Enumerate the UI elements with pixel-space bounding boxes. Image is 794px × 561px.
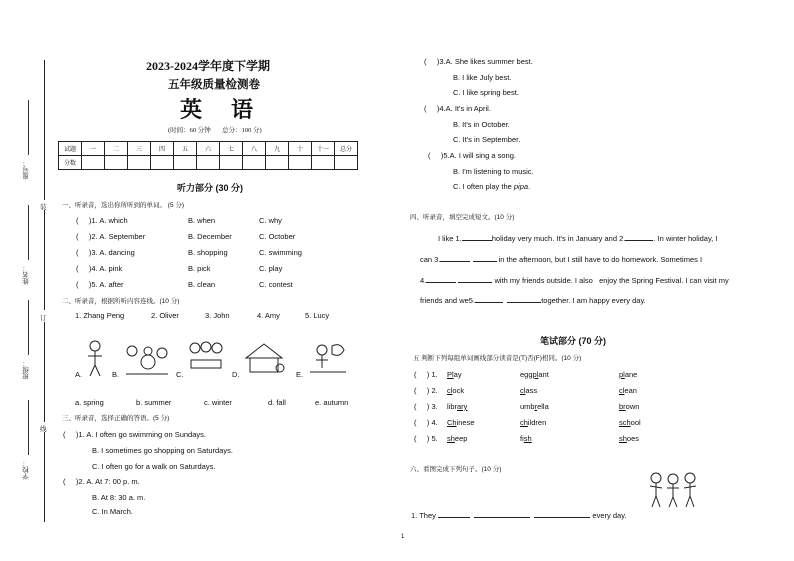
sec3-q5-c [453,182,530,191]
sec1-q3-b: B. shopping [188,248,228,257]
listening-title: 听力部分 (30 分) [177,183,244,193]
blank-4b[interactable] [458,274,492,283]
rest: ildren [527,418,547,427]
binding-line-top [44,60,45,200]
rest: ool [630,418,641,427]
sec2-name-3: 3. John [205,311,230,320]
sec1-q3-c: C. swimming [259,248,302,257]
sec6-s1-end: every day. [592,511,627,520]
sec4-line2-b: in the afternoon, but I still have to do homework. Sometimes I [498,255,703,264]
sec5-row-1-w3 [619,370,637,379]
sec5-row-1-w2 [520,370,549,379]
picture-d-house [242,340,286,376]
blank-5b[interactable] [507,294,541,303]
sec3-instr: 三、听录音，选择正确的答语。(5 分) [62,415,170,422]
sec4-line1-a: I like 1. [438,234,462,243]
sec3-q5-a: ( )5.A. I will sing a song. [428,151,516,160]
sec1-q1-b: B. when [188,216,216,225]
u: cl [447,386,453,395]
score-input-cell[interactable] [82,156,105,170]
sec5-row-3-w1 [447,402,467,411]
sec1-q4-a: ( )4. A. pink [76,264,123,273]
u: sh [523,434,532,443]
pic-letter-c: C. [176,370,184,379]
sec3-q4-b: B. It's in October. [453,120,510,129]
blank-1[interactable] [462,232,492,241]
sec1-q5-a: ( )5. A. after [76,280,124,289]
sec4-line1-c: . In winter holiday, I [653,234,718,243]
sec1-q2-b: B. December [188,232,232,241]
binding-char-xian: 线 [40,426,47,433]
sec3-q1-c: C. I often go for a walk on Saturdays. [92,462,216,471]
sec1-q2-c: C. October [259,232,296,241]
sec1-instr: 一、听录音，选出你所听到的单词。 (5 分) [62,202,185,209]
score-cell: 九 [266,142,289,156]
u: pl [532,370,539,379]
blank-2[interactable] [625,232,653,241]
sec1-q4-c: C. play [259,264,283,273]
picture-b-snowman [122,342,170,376]
exam-grade-title: 五年级质量检测卷 [168,79,260,91]
sec5-row-3-w2 [520,402,549,411]
rest: ock [452,386,465,395]
score-table-header-row [59,142,358,156]
u: Ch [447,418,457,427]
class-underline [28,300,29,355]
rest: ean [624,386,637,395]
pre: egg [520,370,533,379]
sec3-q3-a: ( )3.A. She likes summer best. [424,57,533,66]
sec1-q1-c: C. why [259,216,282,225]
sec4-line4-b: together. I am happy every day. [541,296,646,305]
u: br [619,402,626,411]
rest: inese [456,418,475,427]
sec3-q1-b: B. I sometimes go shopping on Saturdays. [92,446,233,455]
binding-line-mid [44,210,45,310]
sec3-q2-c: C. In March. [92,507,133,516]
score-cell: 二 [105,142,128,156]
sec5-instr: 五 判断下列每组单词画线部分读音是(T)否(F)相同。(10 分) [413,355,582,362]
class-label: 班级： [23,360,30,380]
pic-letter-e: E. [296,370,304,379]
sec5-row-5-w1 [447,434,467,443]
blank-3a[interactable] [440,253,470,262]
season-b: b. summer [136,398,172,407]
score-cell: 八 [243,142,266,156]
pre: fi [520,434,524,443]
season-a: a. spring [75,398,104,407]
school-underline [28,400,29,455]
sec3-q1-a: ( )1. A. I often go swimming on Sundays. [63,430,206,439]
sec1-q4-b: B. pick [188,264,211,273]
score-table-score-row [59,156,358,170]
sec3-q2-b: B. At 8: 30 a. m. [92,493,146,502]
sec4-line1-b: holiday very much. It's in January and 2. [491,234,626,243]
u: pl [619,370,625,379]
score-input-cell[interactable] [128,156,151,170]
rest: ass [525,386,538,395]
blank-3b[interactable] [473,253,497,262]
u: cl [520,386,526,395]
exam-meta: (时间：60 分钟 总分：100 分) [168,127,262,134]
sec3-q5-c-post: . [528,182,531,191]
u: Pl [447,370,454,379]
seat-label: 座号： [23,160,30,180]
sec6-sentence-1 [411,509,626,520]
sec3-q5-c-pre: C. I often play the [453,182,514,191]
score-cell: 四 [151,142,174,156]
sec5-row-1-num: ( ) 1. [414,370,440,379]
sec1-q2-a: ( )2. A. September [76,232,146,241]
score-cell: 试题 [59,142,82,156]
sec5-row-3-w3 [619,402,639,411]
sec4-line3-a: 4. [420,276,427,285]
name-label: 姓名： [23,265,30,285]
binding-char-zhuang: 装 [40,204,47,211]
score-input-cell[interactable] [312,156,335,170]
score-cell: 七 [220,142,243,156]
sec5-row-5-w3 [619,434,639,443]
season-c: c. winter [204,398,232,407]
sec4-instr: 四、听录音，填空完成短文。(10 分) [410,214,515,221]
picture-c-friends [186,340,226,374]
sec1-q5-b: B. clean [188,280,216,289]
picture-e-autumn [306,340,348,376]
sec5-row-5-num: ( ) 5. [414,434,440,443]
u: ary [457,402,468,411]
score-input-cell[interactable] [105,156,128,170]
sec4-line2-a: can 3. [420,255,441,264]
sec6-s1-start: 1. They [411,511,436,520]
score-row-label: 分数 [59,156,82,170]
sec2-name-5: 5. Lucy [305,311,330,320]
u: sh [619,434,627,443]
sec2-name-1: 1. Zhang Peng [75,311,125,320]
sec6-blank-1[interactable] [438,509,470,518]
sec2-name-4: 4. Amy [257,311,280,320]
sec5-row-1-w1 [447,370,462,379]
sec4-line3 [420,274,729,285]
sec1-q5-c: C. contest [259,280,293,289]
rest: ay [453,370,462,379]
score-cell: 十一 [312,142,335,156]
sec3-q4-a: ( )4.A. It's in April. [424,104,491,113]
u: r [534,402,538,411]
sec3-q5-c-italic: pipa [513,182,529,191]
u: cl [619,386,625,395]
binding-line-bottom [44,432,45,522]
score-input-cell[interactable] [197,156,220,170]
score-input-cell[interactable] [335,156,358,170]
sec6-instr: 六、看图完成下列句子。(10 分) [410,466,502,473]
sec5-row-3-num: ( ) 3. [414,402,440,411]
sec5-row-4-w3 [619,418,641,427]
score-cell: 三 [128,142,151,156]
seat-underline [28,100,29,155]
rest: ant [538,370,549,379]
exam-year-title: 2023-2024学年度下学期 [146,59,270,73]
binding-line-low [44,322,45,422]
score-cell: 总分 [335,142,358,156]
sec1-q3-a: ( )3. A. dancing [76,248,135,257]
sec3-q4-c: C. It's in September. [453,135,521,144]
season-e: e. autumn [315,398,349,407]
sec3-q3-b: B. I like July best. [453,73,512,82]
name-underline [28,205,29,260]
sec3-q2-a: ( )2. A. At 7: 00 p. m. [63,477,140,486]
rest: eep [454,434,468,443]
score-cell: 一 [82,142,105,156]
sec6-blank-3[interactable] [534,509,590,518]
score-input-cell[interactable] [220,156,243,170]
sec2-name-2: 2. Oliver [151,311,179,320]
sec3-q5-b: B. I'm listening to music. [453,167,534,176]
binding-char-ding: 订 [40,315,47,322]
score-input-cell[interactable] [151,156,174,170]
blank-5a[interactable] [475,294,503,303]
score-input-cell[interactable] [243,156,266,170]
picture-kids-playing [646,470,700,510]
score-input-cell[interactable] [289,156,312,170]
pre: umb [520,402,535,411]
sec4-line3-b: with my friends outside. I also enjoy the Spring Festival. I can visit my [494,276,729,285]
sec5-row-4-w1 [447,418,475,427]
sec4-line2 [420,253,702,264]
score-cell: 五 [174,142,197,156]
sec5-row-5-w2 [520,434,532,443]
sec5-row-2-w1 [447,386,464,395]
score-cell: 十 [289,142,312,156]
season-d: d. fall [268,398,286,407]
sec4-line4 [420,294,646,305]
sec4-line4-a: friends and we5. [420,296,476,305]
pic-letter-b: B. [112,370,120,379]
subject-title: 英 语 [180,97,260,122]
pic-letter-d: D. [232,370,240,379]
sec1-q1-a: ( )1. A. which [76,216,128,225]
picture-a-kid-with-kite [84,338,106,378]
sec4-line1 [438,232,717,243]
rest: ella [537,402,549,411]
score-input-cell[interactable] [266,156,289,170]
u: sh [447,434,455,443]
rest: own [625,402,640,411]
rest: ane [624,370,638,379]
sec2-instr: 二、听录音，根据所听内容连线。(10 分) [62,298,180,305]
writing-title: 笔试部分 (70 分) [540,336,607,346]
page-number: 1 [401,534,405,540]
u: ch [520,418,528,427]
school-label: 学校： [23,460,30,480]
sec5-row-4-num: ( ) 4. [414,418,440,427]
sec5-row-4-w2 [520,418,546,427]
sec6-blank-2[interactable] [474,509,530,518]
blank-4a[interactable] [426,274,456,283]
score-input-cell[interactable] [174,156,197,170]
sec5-row-2-num: ( ) 2. [414,386,440,395]
sec5-row-2-w3 [619,386,637,395]
score-table [58,141,358,170]
pic-letter-a: A. [75,370,83,379]
sec3-q3-c: C. I like spring best. [453,88,519,97]
rest: oes [626,434,640,443]
score-cell: 六 [197,142,220,156]
sec5-row-2-w2 [520,386,537,395]
pre: libr [447,402,458,411]
u: sch [619,418,631,427]
